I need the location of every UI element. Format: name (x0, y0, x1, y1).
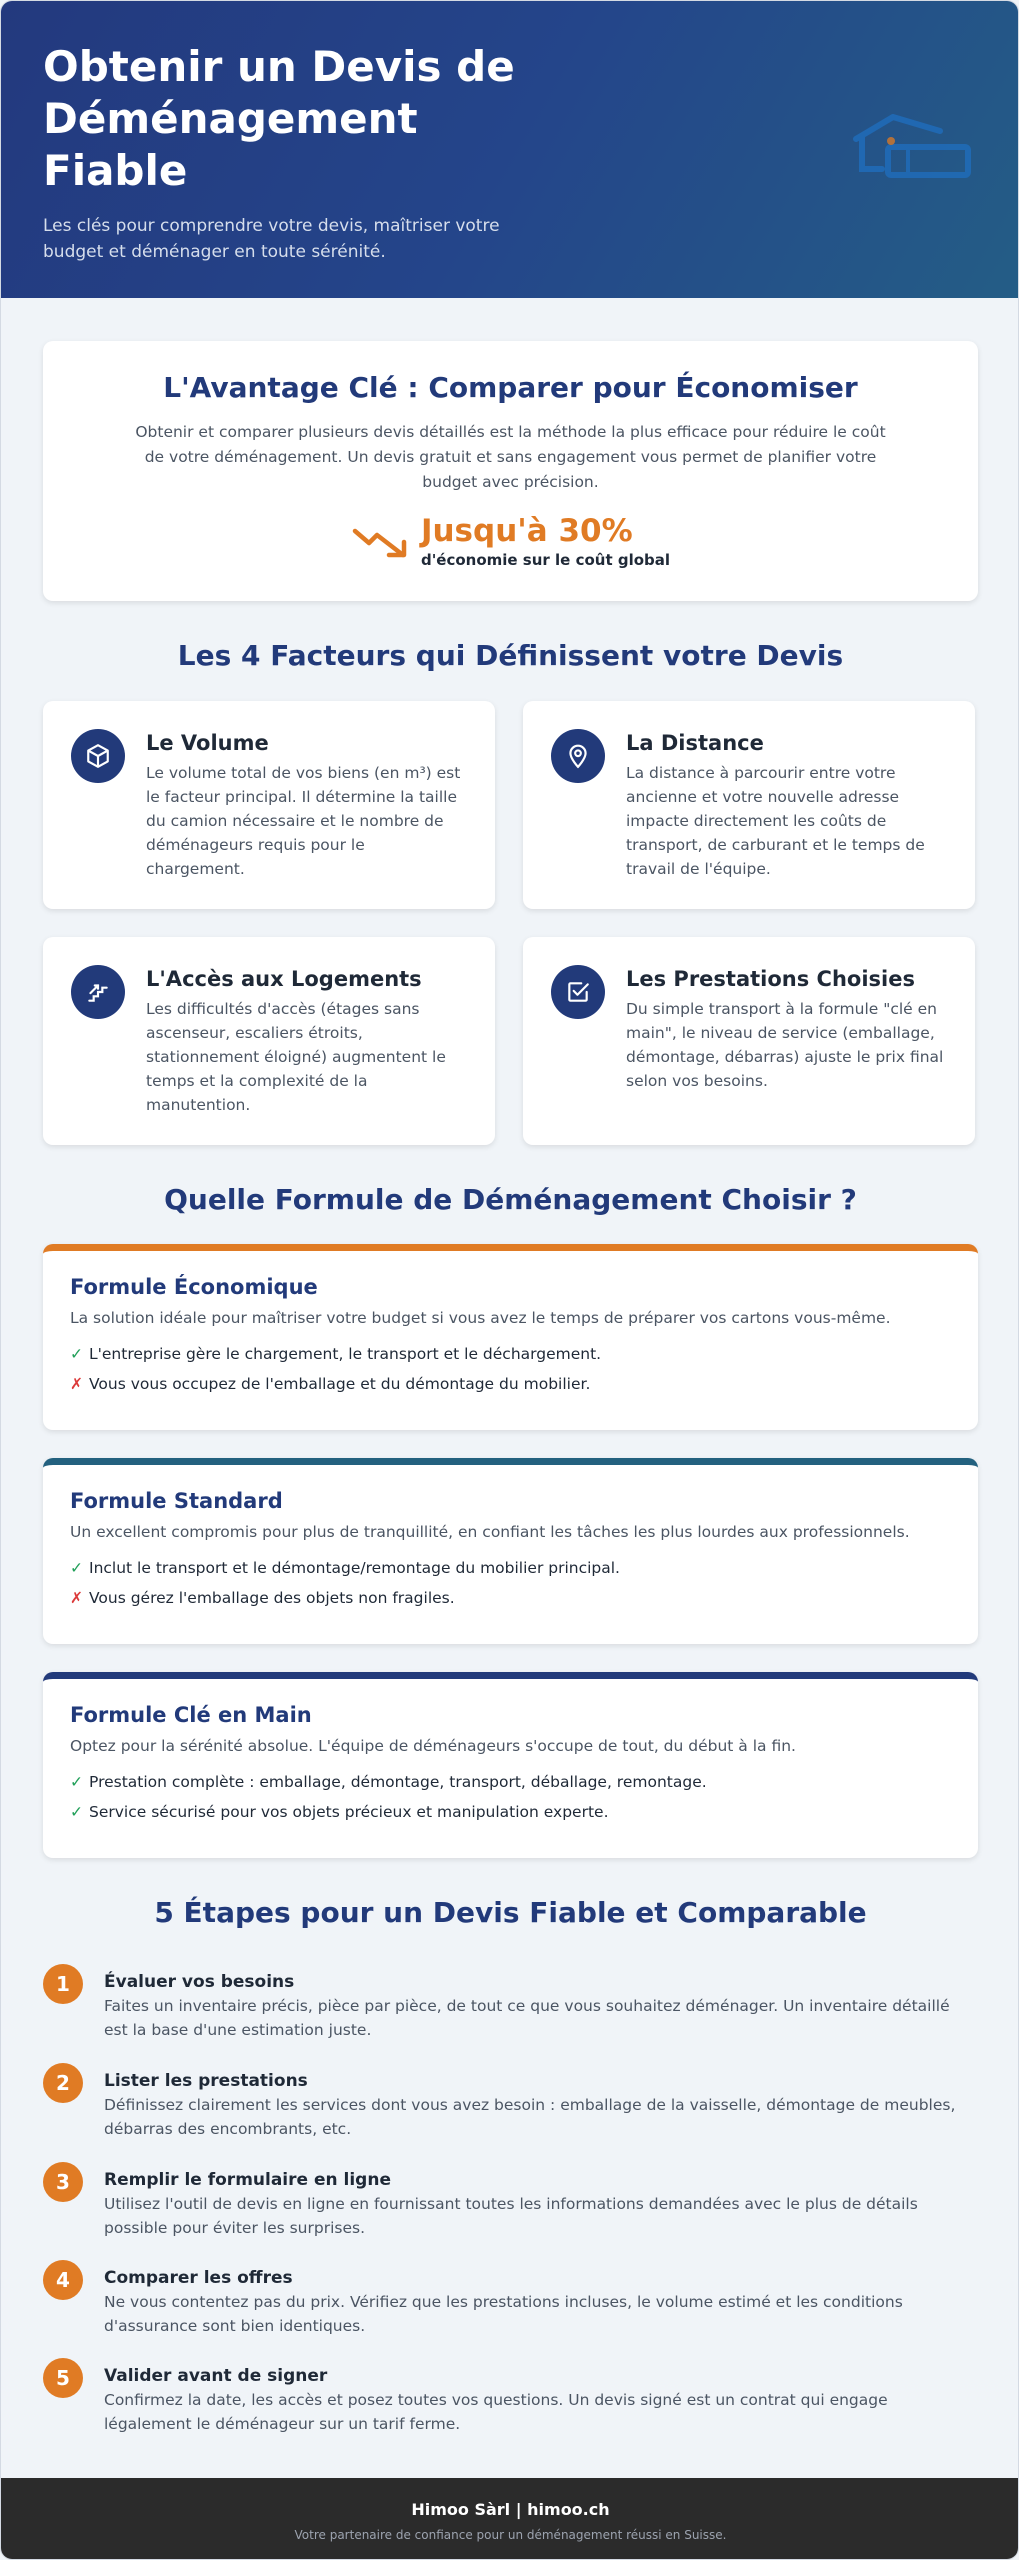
step-number: 2 (43, 2063, 83, 2103)
cross-icon: ✗ (70, 1375, 83, 1393)
step-text: Ne vous contentez pas du prix. Vérifiez que les prestations incluses, le volume estimé et les conditions d'assurance sont bien identiques. (104, 2293, 903, 2335)
formula-points (70, 1339, 951, 1399)
advantage-card (43, 341, 978, 601)
check-icon: ✓ (70, 1773, 83, 1791)
factor-title: Le Volume (146, 731, 269, 755)
page-title: Obtenir un Devis de Déménagement Fiable (43, 42, 515, 195)
stairs-icon (71, 965, 125, 1019)
advantage-text: Obtenir et comparer plusieurs devis détaillés est la méthode la plus efficace pour réduire le coût de votre déménagement. Un devis gratuit et sans engagement vous permet de planifier votre budget avec précision. (135, 423, 886, 491)
formula-points (70, 1553, 951, 1613)
formula-point-text: Vous gérez l'emballage des objets non fragiles. (89, 1589, 455, 1607)
step-text: Faites un inventaire précis, pièce par pièce, de tout ce que vous souhaitez déménager. Un inventaire détaillé est la base d'une estimation juste. (104, 1997, 950, 2039)
formula-point-text: Inclut le transport et le démontage/remontage du mobilier principal. (89, 1559, 620, 1577)
formula-title: Formule Standard (70, 1489, 283, 1513)
step-text: Utilisez l'outil de devis en ligne en fournissant toutes les informations demandées avec le plus de détails possible pour éviter les surprises. (104, 2195, 918, 2237)
formulas-section-title: Quelle Formule de Déménagement Choisir ? (164, 1183, 857, 1216)
step-title: Valider avant de signer (104, 2366, 328, 2386)
formula-point (70, 1339, 951, 1369)
step-title: Remplir le formulaire en ligne (104, 2170, 391, 2190)
step-number: 5 (43, 2358, 83, 2398)
box-icon (71, 729, 125, 783)
formula-desc: La solution idéale pour maîtriser votre budget si vous avez le temps de préparer vos cartons vous-même. (70, 1309, 891, 1327)
step-item (43, 2162, 978, 2240)
formula-point-text: L'entreprise gère le chargement, le transport et le déchargement. (89, 1345, 602, 1363)
step-number: 1 (43, 1964, 83, 2004)
step-title: Évaluer vos besoins (104, 1972, 295, 1992)
formula-point (70, 1767, 951, 1797)
formula-points (70, 1767, 951, 1827)
factor-card-volume (43, 701, 495, 909)
factor-card-access (43, 937, 495, 1145)
formula-point (70, 1369, 951, 1399)
step-item (43, 2358, 978, 2436)
factor-text: Les difficultés d'accès (étages sans ascenseur, escaliers étroits, stationnement éloigné) augmentent le temps et la complexité de la manutention. (146, 1000, 446, 1114)
formula-point-text: Service sécurisé pour vos objets précieux et manipulation experte. (89, 1803, 609, 1821)
factor-card-distance (523, 701, 975, 909)
location-pin-icon (551, 729, 605, 783)
check-icon: ✓ (70, 1559, 83, 1577)
step-text: Définissez clairement les services dont vous avez besoin : emballage de la vaisselle, démontage de meubles, débarras des encombrants, etc. (104, 2096, 956, 2138)
formula-point (70, 1797, 951, 1827)
step-title: Lister les prestations (104, 2071, 308, 2091)
footer-tagline: Votre partenaire de confiance pour un déménagement réussi en Suisse. (294, 2528, 727, 2542)
formula-card-economique (43, 1244, 978, 1430)
check-icon: ✓ (70, 1345, 83, 1363)
savings-stat (43, 513, 978, 569)
step-title: Comparer les offres (104, 2268, 293, 2288)
page-subtitle: Les clés pour comprendre votre devis, maîtriser votre budget et déménager en toute sérénité. (43, 216, 500, 262)
formula-point (70, 1583, 951, 1613)
factor-title: La Distance (626, 731, 764, 755)
factor-text: La distance à parcourir entre votre ancienne et votre nouvelle adresse impacte directement les coûts de transport, de carburant et le temps de travail de l'équipe. (626, 764, 925, 878)
advantage-title: L'Avantage Clé : Comparer pour Économiser (163, 371, 858, 404)
check-icon: ✓ (70, 1803, 83, 1821)
step-item (43, 2260, 978, 2338)
checkbox-icon (551, 965, 605, 1019)
formula-card-cle-en-main (43, 1672, 978, 1858)
step-number: 3 (43, 2162, 83, 2202)
formula-point-text: Vous vous occupez de l'emballage et du démontage du mobilier. (89, 1375, 591, 1393)
formula-card-standard (43, 1458, 978, 1644)
formula-desc: Optez pour la sérénité absolue. L'équipe de déménageurs s'occupe de tout, du début à la fin. (70, 1737, 796, 1755)
step-item (43, 2063, 978, 2141)
trend-down-icon (351, 521, 411, 561)
formula-title: Formule Clé en Main (70, 1703, 312, 1727)
step-item (43, 1964, 978, 2042)
header-banner (1, 1, 1018, 298)
factor-text: Du simple transport à la formule "clé en main", le niveau de service (emballage, démontage, débarras) ajuste le prix final selon vos besoins. (626, 1000, 944, 1090)
formula-desc: Un excellent compromis pour plus de tranquillité, en confiant les tâches les plus lourdes aux professionnels. (70, 1523, 910, 1541)
formula-point (70, 1553, 951, 1583)
formula-point-text: Prestation complète : emballage, démontage, transport, déballage, remontage. (89, 1773, 707, 1791)
savings-label: d'économie sur le coût global (420, 551, 671, 569)
footer (1, 2478, 1019, 2560)
factor-text: Le volume total de vos biens (en m³) est le facteur principal. Il détermine la taille du camion nécessaire et le nombre de déménageurs requis pour le chargement. (146, 764, 461, 878)
savings-value: Jusqu'à 30% (420, 513, 633, 549)
steps-section-title: 5 Étapes pour un Devis Fiable et Comparable (154, 1896, 867, 1929)
factor-title: L'Accès aux Logements (146, 967, 422, 991)
footer-brand: Himoo Sàrl | himoo.ch (411, 2500, 610, 2519)
formula-title: Formule Économique (70, 1275, 318, 1299)
step-text: Confirmez la date, les accès et posez toutes vos questions. Un devis signé est un contrat qui engage légalement le déménageur sur un tarif ferme. (104, 2391, 888, 2433)
step-number: 4 (43, 2260, 83, 2300)
factors-section-title: Les 4 Facteurs qui Définissent votre Devis (177, 639, 844, 672)
house-truck-logo-icon (848, 109, 978, 189)
cross-icon: ✗ (70, 1589, 83, 1607)
factor-title: Les Prestations Choisies (626, 967, 915, 991)
factor-card-services (523, 937, 975, 1145)
